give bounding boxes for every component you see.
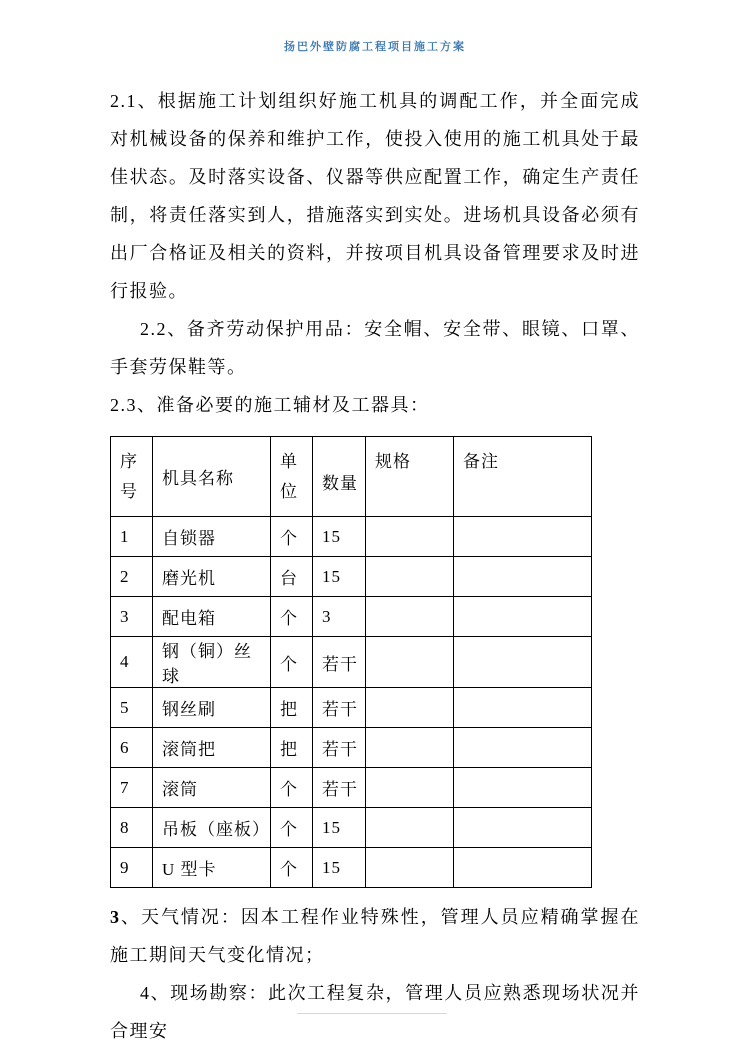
table-header-cell: 规格 [366, 437, 454, 517]
table-cell: 1 [111, 517, 153, 557]
table-cell: 3 [111, 597, 153, 637]
table-cell [366, 768, 454, 808]
table-header-cell: 序号 [111, 437, 153, 517]
table-cell: 4 [111, 637, 153, 688]
table-cell: 2 [111, 557, 153, 597]
table-row [111, 768, 592, 808]
table-cell: 个 [271, 517, 313, 557]
table-row [111, 728, 592, 768]
footer-divider [297, 1013, 447, 1014]
table-cell [366, 808, 454, 848]
table-row [111, 517, 592, 557]
table-cell: 6 [111, 728, 153, 768]
paragraph-2-3: 2.3、准备必要的施工辅材及工器具： [110, 395, 430, 415]
table-cell: 自锁器 [153, 517, 271, 557]
table-cell: 配电箱 [153, 597, 271, 637]
table-cell [454, 728, 592, 768]
table-cell [366, 728, 454, 768]
table-row [111, 808, 592, 848]
table-cell: 3 [313, 597, 366, 637]
equipment-table [110, 436, 592, 888]
table-row [111, 637, 592, 688]
table-header-cell: 备注 [454, 437, 592, 517]
paragraph-4: 4、现场勘察：此次工程复杂，管理人员应熟悉现场状况并合理安 [110, 983, 640, 1041]
paragraph-2-2: 2.2、备齐劳动保护用品：安全帽、安全带、眼镜、口罩、手套劳保鞋等。 [110, 319, 640, 377]
table-cell [454, 808, 592, 848]
table-cell: 把 [271, 688, 313, 728]
table-cell: 把 [271, 728, 313, 768]
table-cell: 若干 [313, 688, 366, 728]
table-cell: 磨光机 [153, 557, 271, 597]
paragraph-2-1: 2.1、根据施工计划组织好施工机具的调配工作，并全面完成对机械设备的保养和维护工作，使投入使用的施工机具处于最佳状态。及时落实设备、仪器等供应配置工作，确定生产责任制，将责任落实到人，措施落实到实处。进场机具设备必须有出厂合格证及相关的资料，并按项目机具设备管理要求及时进行报验。 [110, 91, 640, 301]
table-cell [454, 517, 592, 557]
table-cell: 个 [271, 848, 313, 888]
table-row [111, 597, 592, 637]
document-header-title: 扬巴外壁防腐工程项目施工方案 [284, 41, 466, 53]
table-cell: 15 [313, 557, 366, 597]
table-cell [454, 688, 592, 728]
table-cell [366, 557, 454, 597]
table-cell [454, 597, 592, 637]
table-cell: 9 [111, 848, 153, 888]
table-cell [366, 517, 454, 557]
table-cell: 15 [313, 808, 366, 848]
table-cell [454, 557, 592, 597]
table-cell: 个 [271, 637, 313, 688]
paragraph-3 [110, 898, 640, 974]
table-row [111, 848, 592, 888]
table-cell: 钢（铜）丝球 [153, 637, 271, 688]
table-header-cell: 机具名称 [153, 437, 271, 517]
table-cell [366, 597, 454, 637]
table-header-cell: 数量 [313, 437, 366, 517]
table-cell: 若干 [313, 637, 366, 688]
table-cell: 7 [111, 768, 153, 808]
table-row [111, 557, 592, 597]
table-cell: 若干 [313, 768, 366, 808]
table-cell: 15 [313, 517, 366, 557]
table-cell: 8 [111, 808, 153, 848]
table-cell [366, 688, 454, 728]
table-header-cell: 单位 [271, 437, 313, 517]
table-cell: 台 [271, 557, 313, 597]
table-row [111, 688, 592, 728]
table-cell: 钢丝刷 [153, 688, 271, 728]
table-cell [454, 848, 592, 888]
table-cell: 滚筒把 [153, 728, 271, 768]
table-cell [454, 637, 592, 688]
table-cell: U 型卡 [153, 848, 271, 888]
paragraph-3-text: 、天气情况：因本工程作业特殊性，管理人员应精确掌握在施工期间天气变化情况； [110, 907, 640, 965]
paragraph-3-number: 3 [110, 907, 121, 927]
table-cell: 若干 [313, 728, 366, 768]
table-cell: 滚筒 [153, 768, 271, 808]
table-cell [366, 637, 454, 688]
table-cell: 个 [271, 808, 313, 848]
table-cell: 个 [271, 768, 313, 808]
table-header-row [111, 437, 592, 517]
table-cell: 吊板（座板） [153, 808, 271, 848]
table-cell [366, 848, 454, 888]
table-cell: 15 [313, 848, 366, 888]
table-cell: 5 [111, 688, 153, 728]
table-cell [454, 768, 592, 808]
table-cell: 个 [271, 597, 313, 637]
